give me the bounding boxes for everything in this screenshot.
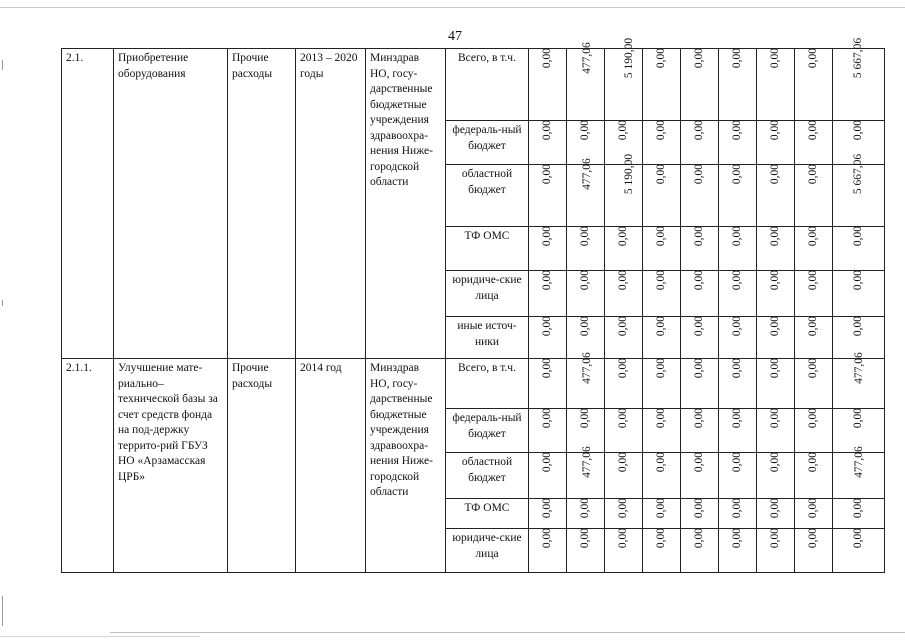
amount: 0,00 <box>693 407 706 429</box>
amount: 0,00 <box>579 407 592 429</box>
amount: 5 190,00 <box>623 37 636 79</box>
value-cell <box>643 453 681 499</box>
amount: 0,00 <box>541 451 554 473</box>
value-cell <box>643 227 681 271</box>
funding-source: Всего, в т.ч. <box>446 359 529 409</box>
funding-source: федераль-ный бюджет <box>446 409 529 453</box>
value-cell <box>529 165 567 227</box>
amount: 477,06 <box>580 352 593 384</box>
value-cell <box>719 359 757 409</box>
amount: 0,00 <box>731 451 744 473</box>
value-cell <box>529 499 567 529</box>
value-cell <box>529 453 567 499</box>
amount: 0,00 <box>731 497 744 519</box>
amount: 0,00 <box>655 451 668 473</box>
value-cell <box>719 271 757 317</box>
item-name: Приобретение оборудования <box>114 49 228 359</box>
value-cell <box>757 49 795 121</box>
value-cell <box>795 165 833 227</box>
budget-table <box>61 37 885 573</box>
value-cell <box>681 165 719 227</box>
value-cell <box>833 499 885 529</box>
value-cell <box>719 165 757 227</box>
funding-source: ТФ ОМС <box>446 227 529 271</box>
funding-source: областной бюджет <box>446 453 529 499</box>
amount: 0,00 <box>769 357 782 379</box>
value-cell <box>795 271 833 317</box>
value-cell <box>757 529 795 573</box>
funding-source: юридиче-ские лица <box>446 271 529 317</box>
amount: 0,00 <box>655 119 668 141</box>
table-row <box>62 49 885 121</box>
amount: 477,06 <box>580 446 593 478</box>
value-cell <box>757 227 795 271</box>
value-cell <box>567 42 605 121</box>
value-cell <box>643 409 681 453</box>
amount: 0,00 <box>541 225 554 247</box>
amount: 0,00 <box>731 357 744 379</box>
value-cell <box>681 317 719 359</box>
funding-source: юридиче-ские лица <box>446 529 529 573</box>
value-cell <box>681 499 719 529</box>
value-cell <box>567 529 605 573</box>
amount: 0,00 <box>617 225 630 247</box>
amount: 0,00 <box>617 527 630 549</box>
amount: 0,00 <box>693 527 706 549</box>
value-cell <box>795 49 833 121</box>
amount: 0,00 <box>617 497 630 519</box>
amount: 0,00 <box>655 269 668 291</box>
amount: 5 190,00 <box>623 153 636 195</box>
scan-edge-bottom <box>0 636 200 637</box>
value-cell <box>795 499 833 529</box>
amount: 0,00 <box>769 497 782 519</box>
funding-source: федераль-ный бюджет <box>446 121 529 165</box>
amount: 477,06 <box>852 352 865 384</box>
amount: 0,00 <box>807 357 820 379</box>
value-cell <box>795 453 833 499</box>
amount: 0,00 <box>769 315 782 337</box>
amount: 0,00 <box>807 269 820 291</box>
amount: 0,00 <box>655 47 668 69</box>
value-cell <box>757 453 795 499</box>
amount: 0,00 <box>852 119 865 141</box>
amount: 0,00 <box>852 497 865 519</box>
value-cell <box>795 359 833 409</box>
amount: 0,00 <box>655 357 668 379</box>
amount: 0,00 <box>807 163 820 185</box>
value-cell <box>681 359 719 409</box>
value-cell <box>605 37 643 121</box>
amount: 0,00 <box>655 407 668 429</box>
value-cell <box>757 359 795 409</box>
amount: 0,00 <box>655 315 668 337</box>
amount: 0,00 <box>769 269 782 291</box>
funding-source: Всего, в т.ч. <box>446 49 529 121</box>
amount: 0,00 <box>541 497 554 519</box>
value-cell <box>719 409 757 453</box>
page-number: 47 <box>448 29 462 44</box>
amount: 0,00 <box>807 315 820 337</box>
executor: Минздрав НО, госу-дарственные бюджетные учреждения здравоохра-нения Ниже-городской области <box>366 49 446 359</box>
value-cell <box>529 529 567 573</box>
value-cell <box>757 317 795 359</box>
value-cell <box>643 49 681 121</box>
value-cell <box>529 121 567 165</box>
period: 2014 год <box>296 359 366 573</box>
amount: 0,00 <box>807 119 820 141</box>
amount: 0,00 <box>731 527 744 549</box>
amount: 0,00 <box>852 527 865 549</box>
value-cell <box>795 227 833 271</box>
value-cell <box>681 453 719 499</box>
amount: 0,00 <box>693 315 706 337</box>
amount: 0,00 <box>579 269 592 291</box>
amount: 0,00 <box>769 163 782 185</box>
amount: 0,00 <box>617 357 630 379</box>
value-cell <box>567 158 605 227</box>
amount: 0,00 <box>655 163 668 185</box>
amount: 5 667,06 <box>852 37 865 79</box>
value-cell <box>529 317 567 359</box>
amount: 0,00 <box>693 497 706 519</box>
value-cell <box>681 227 719 271</box>
scan-edge-mark <box>2 300 3 306</box>
value-cell <box>757 499 795 529</box>
amount: 0,00 <box>541 357 554 379</box>
value-cell <box>795 409 833 453</box>
value-cell <box>529 271 567 317</box>
amount: 0,00 <box>693 47 706 69</box>
value-cell <box>719 499 757 529</box>
amount: 0,00 <box>655 497 668 519</box>
amount: 0,00 <box>617 451 630 473</box>
value-cell <box>643 121 681 165</box>
value-cell <box>605 227 643 271</box>
amount: 0,00 <box>807 225 820 247</box>
value-cell <box>681 409 719 453</box>
executor: Минздрав НО, госу-дарственные бюджетные учреждения здравоохра-нения Ниже-городской области <box>366 359 446 573</box>
scan-edge-top <box>0 7 905 8</box>
scan-edge-mark <box>2 60 3 70</box>
amount: 477,06 <box>580 158 593 190</box>
value-cell <box>757 121 795 165</box>
amount: 0,00 <box>579 119 592 141</box>
amount: 0,00 <box>541 47 554 69</box>
value-cell <box>643 165 681 227</box>
amount: 0,00 <box>579 527 592 549</box>
value-cell <box>833 227 885 271</box>
amount: 0,00 <box>693 225 706 247</box>
value-cell <box>643 499 681 529</box>
amount: 0,00 <box>807 497 820 519</box>
amount: 0,00 <box>769 527 782 549</box>
value-cell <box>833 446 885 499</box>
expense-type: Прочие расходы <box>228 359 296 573</box>
table-row <box>62 359 885 409</box>
value-cell <box>719 453 757 499</box>
scan-edge-mark <box>2 596 3 626</box>
amount: 0,00 <box>655 225 668 247</box>
value-cell <box>605 271 643 317</box>
amount: 5 667,06 <box>852 153 865 195</box>
amount: 0,00 <box>541 315 554 337</box>
amount: 0,00 <box>579 315 592 337</box>
scan-edge-bottom <box>110 632 905 633</box>
value-cell <box>719 529 757 573</box>
value-cell <box>567 227 605 271</box>
amount: 0,00 <box>731 225 744 247</box>
value-cell <box>529 227 567 271</box>
funding-source: ТФ ОМС <box>446 499 529 529</box>
amount: 0,00 <box>617 119 630 141</box>
value-cell <box>567 271 605 317</box>
amount: 0,00 <box>541 407 554 429</box>
value-cell <box>643 271 681 317</box>
value-cell <box>719 227 757 271</box>
amount: 0,00 <box>807 527 820 549</box>
value-cell <box>605 359 643 409</box>
amount: 0,00 <box>731 119 744 141</box>
value-cell <box>795 529 833 573</box>
amount: 0,00 <box>852 269 865 291</box>
amount: 0,00 <box>617 269 630 291</box>
amount: 0,00 <box>769 225 782 247</box>
amount: 0,00 <box>579 225 592 247</box>
value-cell <box>567 352 605 409</box>
amount: 0,00 <box>617 407 630 429</box>
amount: 0,00 <box>693 119 706 141</box>
value-cell <box>605 409 643 453</box>
value-cell <box>681 529 719 573</box>
amount: 0,00 <box>769 407 782 429</box>
amount: 0,00 <box>579 497 592 519</box>
value-cell <box>605 317 643 359</box>
value-cell <box>757 165 795 227</box>
value-cell <box>757 271 795 317</box>
amount: 0,00 <box>769 119 782 141</box>
item-name: Улучшение мате-риально– технической базы за счет средств фонда на под-держку террито-рий ГБУЗ НО «Арзамасская ЦРБ» <box>114 359 228 573</box>
value-cell <box>833 37 885 121</box>
expense-type: Прочие расходы <box>228 49 296 359</box>
value-cell <box>833 153 885 227</box>
value-cell <box>833 352 885 409</box>
period: 2013 – 2020 годы <box>296 49 366 359</box>
amount: 0,00 <box>807 47 820 69</box>
value-cell <box>643 359 681 409</box>
amount: 477,06 <box>580 42 593 74</box>
amount: 0,00 <box>693 357 706 379</box>
value-cell <box>605 453 643 499</box>
amount: 0,00 <box>731 407 744 429</box>
amount: 0,00 <box>693 163 706 185</box>
value-cell <box>719 49 757 121</box>
value-cell <box>643 529 681 573</box>
value-cell <box>643 317 681 359</box>
amount: 0,00 <box>807 451 820 473</box>
value-cell <box>719 317 757 359</box>
amount: 0,00 <box>852 407 865 429</box>
amount: 0,00 <box>731 47 744 69</box>
amount: 477,06 <box>852 446 865 478</box>
value-cell <box>529 409 567 453</box>
value-cell <box>681 121 719 165</box>
value-cell <box>605 499 643 529</box>
value-cell <box>795 121 833 165</box>
amount: 0,00 <box>731 269 744 291</box>
amount: 0,00 <box>655 527 668 549</box>
value-cell <box>795 317 833 359</box>
amount: 0,00 <box>541 119 554 141</box>
funding-source: областной бюджет <box>446 165 529 227</box>
amount: 0,00 <box>731 163 744 185</box>
value-cell <box>681 271 719 317</box>
funding-source: иные источ-ники <box>446 317 529 359</box>
value-cell <box>567 446 605 499</box>
amount: 0,00 <box>541 163 554 185</box>
amount: 0,00 <box>807 407 820 429</box>
amount: 0,00 <box>541 527 554 549</box>
amount: 0,00 <box>541 269 554 291</box>
value-cell <box>529 359 567 409</box>
value-cell <box>605 529 643 573</box>
value-cell <box>681 49 719 121</box>
value-cell <box>529 49 567 121</box>
value-cell <box>605 153 643 227</box>
amount: 0,00 <box>617 315 630 337</box>
row-number: 2.1.1. <box>62 359 114 573</box>
value-cell <box>757 409 795 453</box>
amount: 0,00 <box>852 225 865 247</box>
amount: 0,00 <box>693 451 706 473</box>
amount: 0,00 <box>769 47 782 69</box>
value-cell <box>833 271 885 317</box>
table-body <box>62 37 885 573</box>
amount: 0,00 <box>852 315 865 337</box>
amount: 0,00 <box>731 315 744 337</box>
value-cell <box>833 529 885 573</box>
value-cell <box>567 499 605 529</box>
amount: 0,00 <box>693 269 706 291</box>
amount: 0,00 <box>769 451 782 473</box>
row-number: 2.1. <box>62 49 114 359</box>
value-cell <box>719 121 757 165</box>
